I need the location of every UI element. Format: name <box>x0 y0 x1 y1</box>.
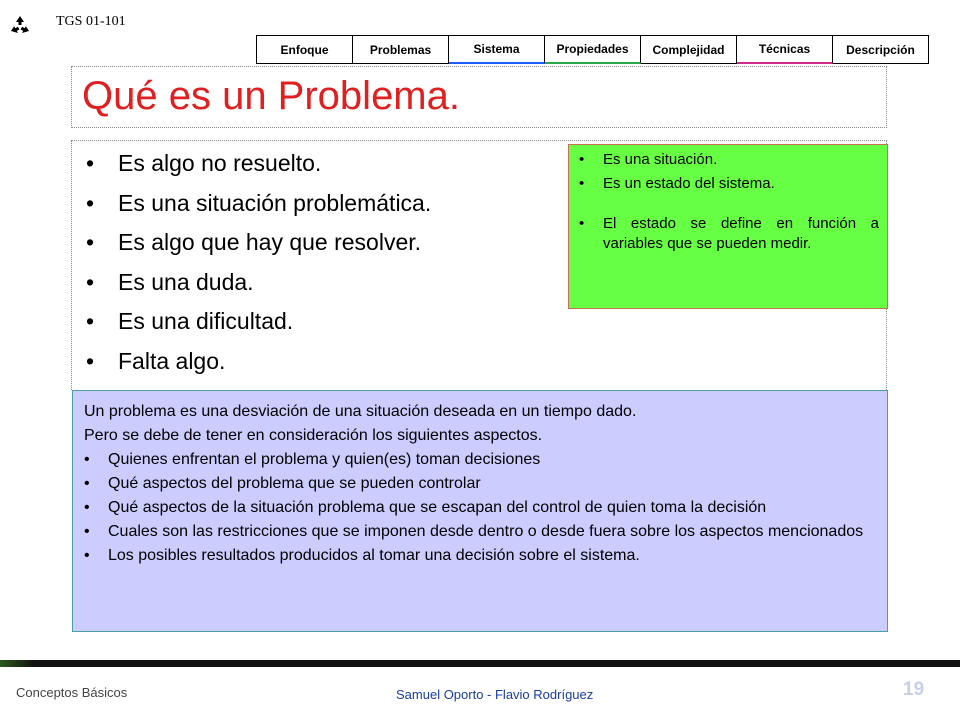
green-note-box <box>568 144 888 309</box>
footer-bar-accent <box>0 660 34 667</box>
blue-bullet <box>84 544 887 568</box>
bullet-icon: • <box>86 229 95 255</box>
blue-bullet <box>84 520 887 544</box>
course-code: TGS 01-101 <box>56 14 126 29</box>
blue-bullet-text: Qué aspectos de la situación problema que se escapan del control de quien toma la decisión <box>108 499 767 516</box>
green-bullet <box>579 150 879 170</box>
green-bullet-text: Es un estado del sistema. <box>603 175 775 192</box>
footer-bar <box>0 660 960 667</box>
list-item <box>86 348 431 388</box>
bullet-text: Es una situación problemática. <box>118 189 432 216</box>
list-item <box>86 269 431 309</box>
bullet-text: Es una duda. <box>118 268 254 295</box>
tab-sistema[interactable]: Sistema <box>449 35 545 64</box>
blue-bullet <box>84 472 887 496</box>
bullet-text: Falta algo. <box>118 347 226 374</box>
tab-complejidad[interactable]: Complejidad <box>641 35 737 64</box>
list-item <box>86 150 431 190</box>
bullet-icon: • <box>86 189 95 216</box>
list-item <box>86 229 431 269</box>
page-number: 19 <box>903 679 925 700</box>
blue-bullet <box>84 496 887 520</box>
nav-tabs <box>256 35 929 64</box>
intro-line: Pero se debe de tener en consideración los siguientes aspectos. <box>84 427 543 444</box>
tab-descripcion[interactable]: Descripción <box>833 35 929 64</box>
list-item <box>86 308 431 348</box>
bullet-text: Es algo que hay que resolver. <box>118 229 422 255</box>
blue-bullet-text: Qué aspectos del problema que se pueden controlar <box>108 475 481 492</box>
bullet-icon: • <box>579 151 585 168</box>
bullet-icon: • <box>86 150 95 176</box>
bullet-icon: • <box>84 499 90 516</box>
green-bullet <box>579 214 879 254</box>
bullet-icon: • <box>86 347 95 374</box>
bullet-icon: • <box>579 175 585 192</box>
tab-tecnicas[interactable]: Técnicas <box>737 35 833 64</box>
bullet-icon: • <box>86 308 95 334</box>
blue-definition-box <box>72 390 888 632</box>
bullet-icon: • <box>84 451 90 468</box>
green-bullet-text: El estado se define en función a variables que se pueden medir. <box>603 215 879 252</box>
list-item <box>86 190 431 230</box>
blue-bullet-text: Cuales son las restricciones que se imponen desde dentro o desde fuera sobre los aspectos mencionados <box>108 523 864 540</box>
page-title: Qué es un Problema. <box>82 74 460 118</box>
tab-problemas[interactable]: Problemas <box>353 35 449 64</box>
bullet-icon: • <box>86 268 95 295</box>
bullet-icon: • <box>84 547 90 564</box>
bullet-icon: • <box>579 215 585 232</box>
main-bullet-list <box>86 150 431 387</box>
tab-propiedades[interactable]: Propiedades <box>545 35 641 64</box>
tab-enfoque[interactable]: Enfoque <box>256 35 353 64</box>
recycle-icon <box>8 14 32 38</box>
footer-authors: Samuel Oporto - Flavio Rodríguez <box>396 687 594 702</box>
bullet-text: Es una dificultad. <box>118 308 294 334</box>
green-bullet-text: Es una situación. <box>603 151 718 168</box>
green-bullet <box>579 174 879 194</box>
bullet-text: Es algo no resuelto. <box>118 150 322 176</box>
intro-line: Un problema es una desviación de una situación deseada en un tiempo dado. <box>84 403 637 420</box>
bullet-icon: • <box>84 475 90 492</box>
bullet-icon: • <box>84 523 90 540</box>
blue-bullet-text: Los posibles resultados producidos al tomar una decisión sobre el sistema. <box>108 547 640 564</box>
blue-bullet <box>84 448 887 472</box>
footer-section-label: Conceptos Básicos <box>16 685 128 700</box>
blue-bullet-text: Quienes enfrentan el problema y quien(es) toman decisiones <box>108 451 541 468</box>
